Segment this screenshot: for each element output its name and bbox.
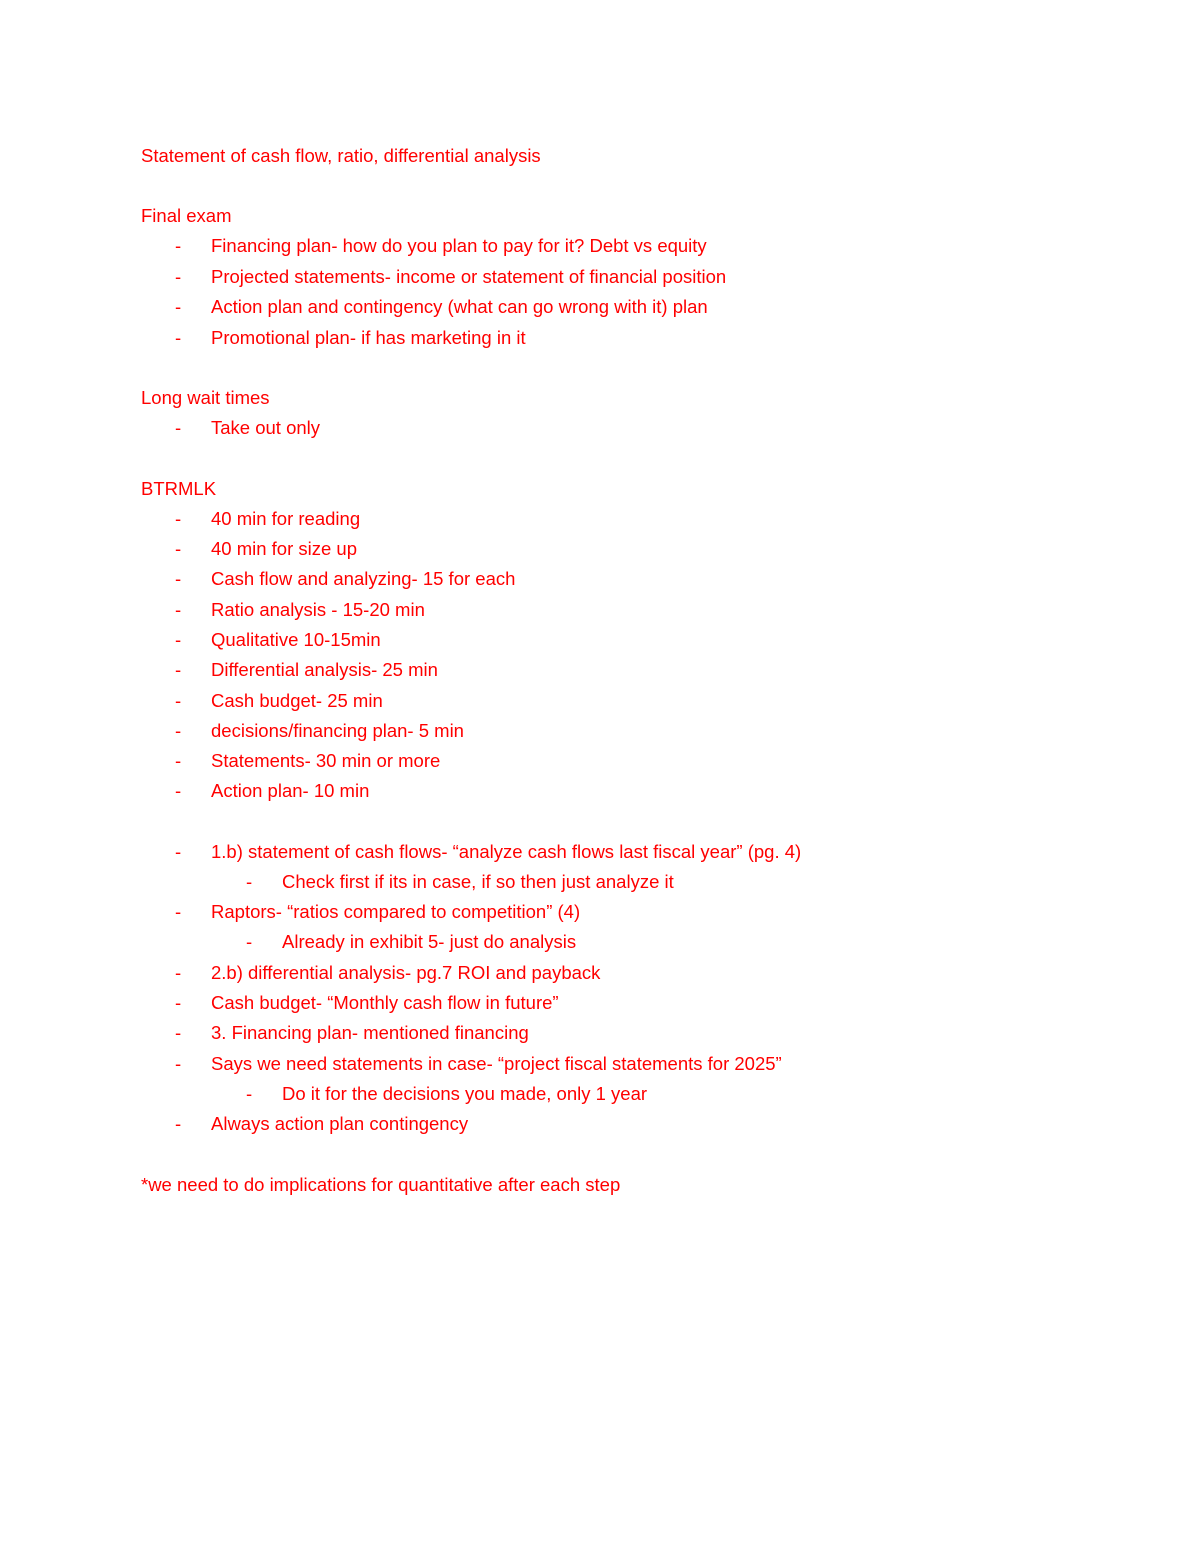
- list-item: Differential analysis- 25 min: [211, 659, 438, 680]
- list-item: 40 min for reading: [211, 508, 361, 529]
- list-item: Raptors- “ratios compared to competition” (4): [211, 901, 581, 922]
- bullet-dash: -: [175, 235, 182, 256]
- footnote: *we need to do implications for quantitative after each step: [141, 1174, 621, 1195]
- bullet-dash: -: [175, 659, 182, 680]
- list-item: Promotional plan- if has marketing in it: [211, 327, 526, 348]
- bullet-dash: -: [175, 568, 182, 589]
- bullet-dash: -: [175, 599, 182, 620]
- list-item: Ratio analysis - 15-20 min: [211, 599, 425, 620]
- bullet-dash: -: [175, 417, 182, 438]
- list-item: 40 min for size up: [211, 538, 358, 559]
- bullet-dash: -: [175, 841, 182, 862]
- bullet-dash: -: [175, 780, 182, 801]
- list-item: Says we need statements in case- “project fiscal statements for 2025”: [211, 1053, 782, 1074]
- bullet-dash: -: [175, 962, 182, 983]
- list-item: decisions/financing plan- 5 min: [211, 720, 464, 741]
- list-item: Action plan- 10 min: [211, 780, 370, 801]
- bullet-dash: -: [175, 1022, 182, 1043]
- document-title: Statement of cash flow, ratio, differential analysis: [141, 145, 541, 166]
- list-item: Projected statements- income or statement of financial position: [211, 266, 727, 287]
- bullet-dash: -: [175, 629, 182, 650]
- list-item: 2.b) differential analysis- pg.7 ROI and payback: [211, 962, 601, 983]
- sub-bullet-dash: -: [246, 1083, 253, 1104]
- bullet-dash: -: [175, 538, 182, 559]
- final-exam-heading: Final exam: [141, 205, 232, 226]
- list-item: Cash budget- 25 min: [211, 690, 383, 711]
- bullet-dash: -: [175, 508, 182, 529]
- bullet-dash: -: [175, 1113, 182, 1134]
- sub-bullet-dash: -: [246, 871, 253, 892]
- bullet-dash: -: [175, 992, 182, 1013]
- bullet-dash: -: [175, 266, 182, 287]
- bullet-dash: -: [175, 327, 182, 348]
- sub-list-item: Already in exhibit 5- just do analysis: [282, 931, 577, 952]
- list-item: Financing plan- how do you plan to pay for it? Debt vs equity: [211, 235, 707, 256]
- bullet-dash: -: [175, 690, 182, 711]
- bullet-dash: -: [175, 720, 182, 741]
- bullet-dash: -: [175, 1053, 182, 1074]
- btrmlk-heading: BTRMLK: [141, 478, 217, 499]
- list-item: Cash budget- “Monthly cash flow in future”: [211, 992, 559, 1013]
- bullet-dash: -: [175, 901, 182, 922]
- list-item: Always action plan contingency: [211, 1113, 469, 1134]
- sub-bullet-dash: -: [246, 931, 253, 952]
- long-wait-heading: Long wait times: [141, 387, 270, 408]
- list-item: Action plan and contingency (what can go wrong with it) plan: [211, 296, 708, 317]
- bullet-dash: -: [175, 296, 182, 317]
- sub-list-item: Do it for the decisions you made, only 1 year: [282, 1083, 648, 1104]
- bullet-dash: -: [175, 750, 182, 771]
- list-item: Cash flow and analyzing- 15 for each: [211, 568, 516, 589]
- list-item: Statements- 30 min or more: [211, 750, 441, 771]
- list-item: Take out only: [211, 417, 321, 438]
- list-item: Qualitative 10-15min: [211, 629, 381, 650]
- list-item: 1.b) statement of cash flows- “analyze cash flows last fiscal year” (pg. 4): [211, 841, 802, 862]
- list-item: 3. Financing plan- mentioned financing: [211, 1022, 529, 1043]
- sub-list-item: Check first if its in case, if so then just analyze it: [282, 871, 674, 892]
